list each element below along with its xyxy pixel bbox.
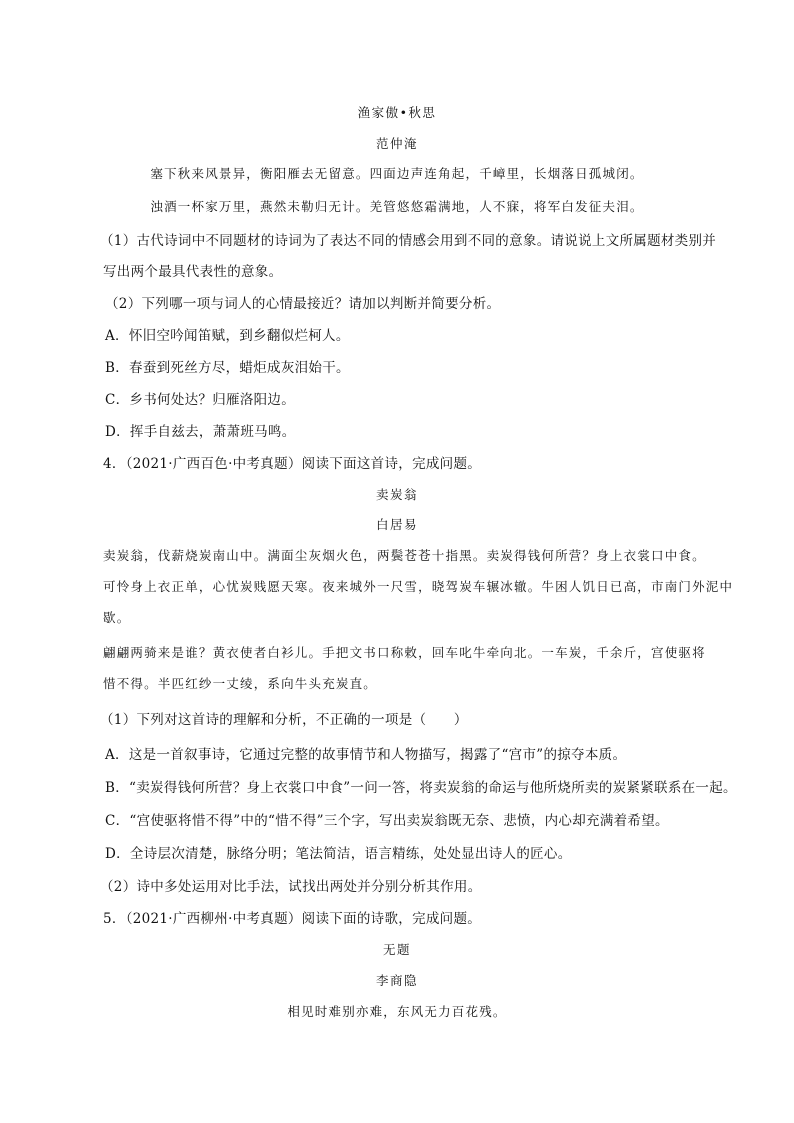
q4-sub2: （2）诗中多处运用对比手法，试找出两处并分别分析其作用。 — [100, 879, 482, 895]
poem1-author: 范仲淹 — [375, 136, 418, 151]
q3-option-a: A．怀旧空吟闻笛赋，到乡翻似烂柯人。 — [105, 328, 350, 344]
q4-stem: 4．（2021·广西百色·中考真题）阅读下面这首诗，完成问题。 — [103, 456, 482, 472]
poem1-line-1: 塞下秋来风景异，衡阳雁去无留意。四面边声连角起，千嶂里，长烟落日孤城闭。 — [150, 166, 644, 181]
q4-poem-author: 白居易 — [375, 517, 418, 532]
poem1-line-2: 浊酒一杯家万里，燕然未勒归无计。羌管悠悠霜满地，人不寐，将军白发征夫泪。 — [150, 199, 644, 214]
q5-poem-author: 李商隐 — [375, 973, 418, 988]
q4-poem-line-2: 可怜身上衣正单，心忧炭贱愿天寒。夜来城外一尺雪，晓驾炭车辗冰辙。牛困人饥日已高，市南门外泥中 — [103, 579, 734, 594]
poem1-title: 渔家傲•秋思 — [357, 105, 437, 120]
q4-poem-line-3: 歇。 — [103, 610, 131, 625]
q3-option-b: B．春蚕到死丝方尽，蜡炬成灰泪始干。 — [105, 360, 350, 376]
q3-sub2: （2）下列哪一项与词人的心情最接近？请加以判断并简要分析。 — [105, 296, 501, 312]
q4-option-c: C．“宫使驱将惜不得”中的“惜不得”三个字，写出卖炭翁既无奈、悲愤，内心却充满着希望。 — [105, 813, 669, 829]
q5-poem-line-1: 相见时难别亦难，东风无力百花残。 — [287, 1004, 507, 1019]
q4-poem-line-4: 翩翩两骑来是谁？黄衣使者白衫儿。手把文书口称敕，回车叱牛牵向北。一车炭，千余斤，宫使驱将 — [103, 645, 706, 660]
q5-poem-title: 无题 — [382, 942, 411, 957]
q3-sub1-line2: 写出两个最具代表性的意象。 — [103, 264, 283, 280]
q3-sub1-line1: （1）古代诗词中不同题材的诗词为了表达不同的情感会用到不同的意象。请说说上文所属题材类别并 — [100, 233, 717, 249]
q5-stem: 5．（2021·广西柳州·中考真题）阅读下面的诗歌，完成问题。 — [103, 911, 482, 927]
q3-option-c: C．乡书何处达？归雁洛阳边。 — [105, 392, 296, 408]
q4-poem-line-1: 卖炭翁，伐薪烧炭南山中。满面尘灰烟火色，两鬓苍苍十指黑。卖炭得钱何所营？身上衣裳口中食。 — [103, 548, 706, 563]
q4-option-b: B．“卖炭得钱何所营？身上衣裳口中食”一问一答，将卖炭翁的命运与他所烧所卖的炭紧紧联系在一起。 — [105, 780, 737, 796]
q4-option-d: D．全诗层次清楚，脉络分明；笔法简洁，语言精练，处处显出诗人的匠心。 — [105, 846, 572, 862]
q4-poem-title: 卖炭翁 — [375, 487, 418, 502]
q4-poem-line-5: 惜不得。半匹红纱一丈绫，系向牛头充炭直。 — [103, 676, 378, 691]
q4-sub1: （1）下列对这首诗的理解和分析，不正确的一项是（ ） — [100, 712, 468, 728]
q3-option-d: D．挥手自兹去，萧萧班马鸣。 — [105, 424, 296, 440]
q4-option-a: A．这是一首叙事诗，它通过完整的故事情节和人物描写，揭露了“宫市”的掠夺本质。 — [105, 747, 627, 763]
